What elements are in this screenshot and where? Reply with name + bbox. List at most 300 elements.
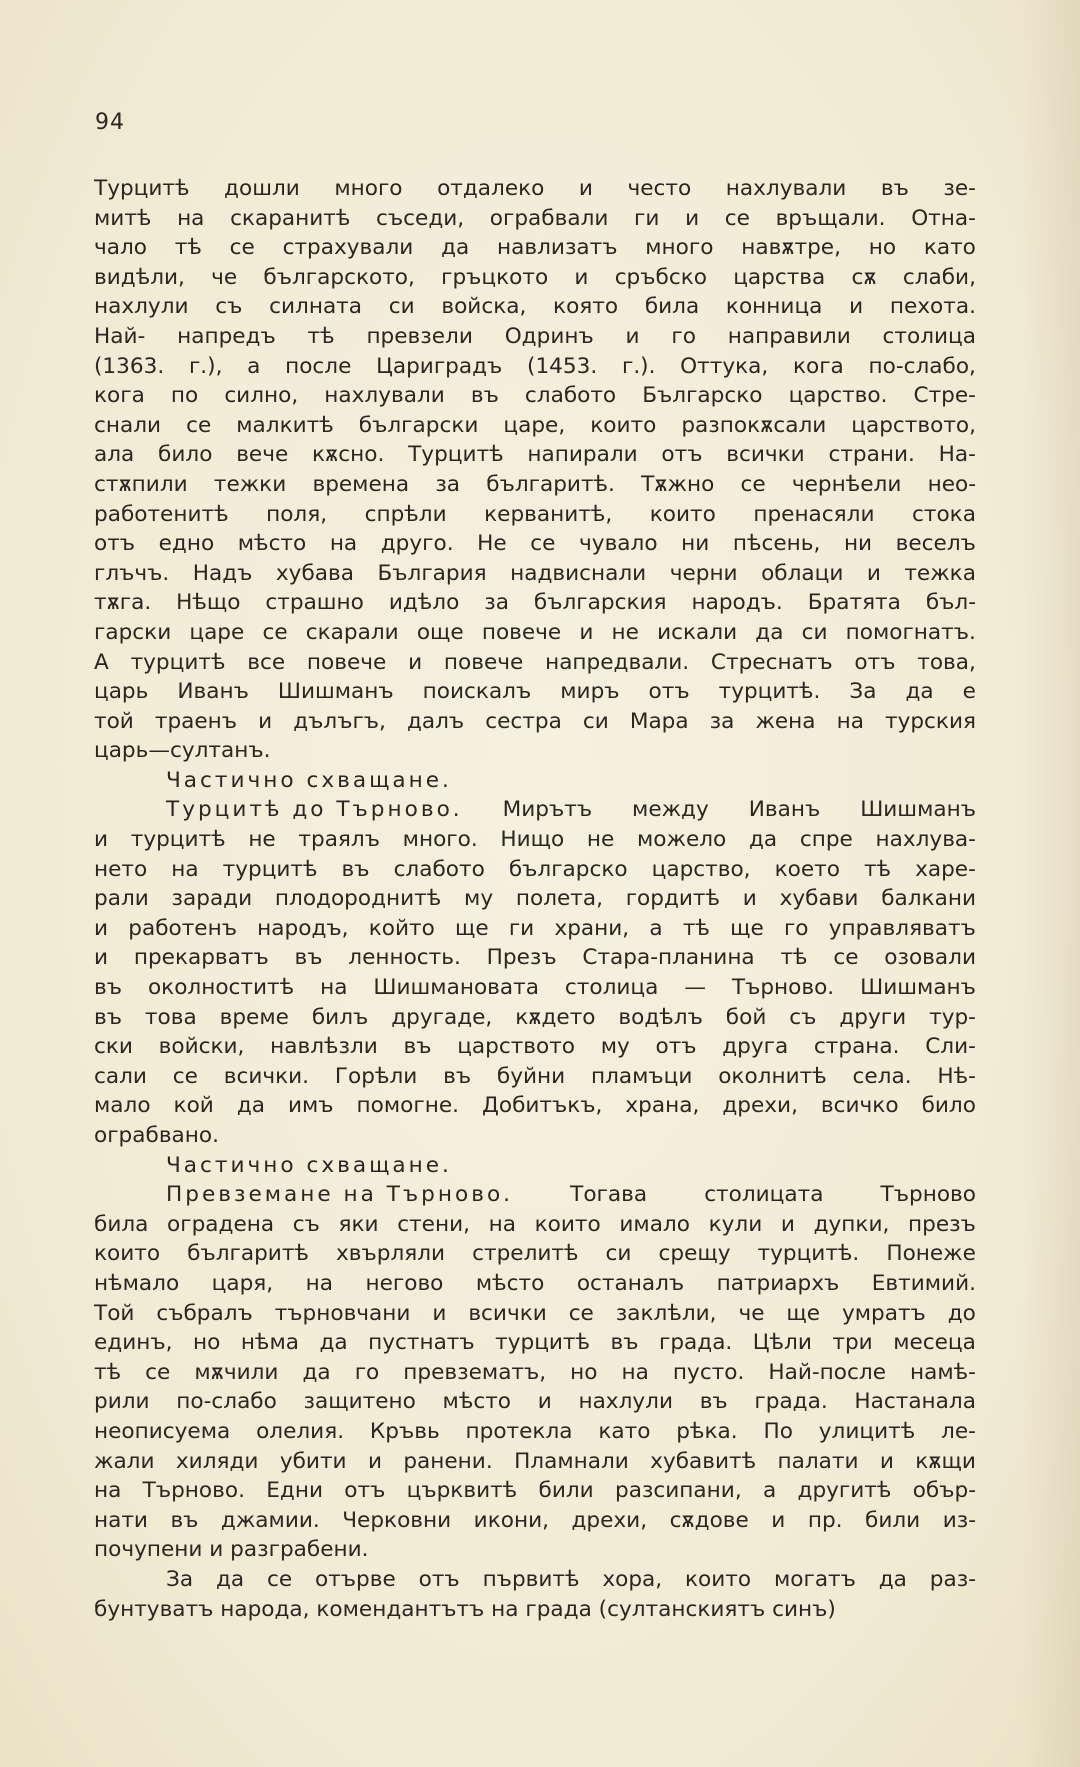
word: мѣсто: [475, 1270, 545, 1296]
body-text: [94, 174, 976, 1624]
text-line: [94, 1328, 976, 1358]
word: си: [388, 294, 415, 320]
word: пусто.: [672, 1359, 745, 1385]
word: срещу: [658, 1241, 731, 1267]
word: нето: [94, 856, 148, 882]
word: жали: [94, 1448, 155, 1474]
line-text: почупени и разграбени.: [94, 1537, 369, 1563]
word: нахлули: [94, 294, 189, 320]
word: дошли: [224, 176, 300, 201]
word: а: [762, 1478, 777, 1504]
word: на: [329, 531, 358, 557]
word: и: [408, 649, 423, 675]
text-line: [94, 677, 976, 707]
word: единъ,: [94, 1330, 173, 1356]
word: се: [262, 619, 288, 645]
word: сѫдове: [669, 1507, 749, 1533]
word: което: [774, 856, 840, 882]
text-line: [94, 855, 976, 885]
word: А: [94, 649, 109, 675]
word: много: [645, 235, 714, 261]
word: стѫпили: [94, 471, 188, 497]
word: въ: [470, 383, 499, 409]
text-line: [94, 1210, 976, 1240]
word: навѫтре,: [741, 235, 841, 261]
word: войска,: [441, 294, 527, 320]
word: дрехи,: [722, 1093, 798, 1119]
word: още: [416, 619, 464, 645]
text-line: [94, 1180, 976, 1210]
text-line: [94, 174, 976, 204]
word: царе,: [503, 412, 566, 438]
word: и: [432, 1300, 447, 1326]
word: стока: [912, 501, 976, 527]
text-line: [94, 588, 976, 618]
word: сали: [94, 1063, 147, 1089]
text-line: [94, 1506, 976, 1536]
word: икони,: [473, 1507, 549, 1533]
word: се: [530, 531, 556, 557]
word: царството,: [851, 412, 976, 438]
word: отъ: [854, 649, 896, 675]
text-line: [94, 322, 976, 352]
word: отъ: [418, 1566, 460, 1592]
word: за: [484, 590, 509, 616]
word: да: [755, 619, 784, 645]
text-line: [94, 914, 976, 944]
word: спре: [799, 827, 853, 853]
word: които: [94, 1241, 161, 1267]
word: малкитѣ: [236, 412, 334, 438]
word: Настанала: [854, 1389, 976, 1415]
word: бъл-: [925, 590, 976, 616]
word: царство,: [651, 856, 751, 882]
page-number: 94: [95, 110, 125, 135]
word: сръбско: [614, 264, 707, 290]
word: и: [574, 264, 589, 290]
word: хубава: [275, 560, 354, 586]
word: въ: [170, 1507, 199, 1533]
word: всички.: [223, 1063, 310, 1089]
word: го: [354, 1359, 380, 1385]
word: отъ: [94, 531, 136, 557]
word: турцитѣ: [495, 1330, 591, 1356]
text-line: [94, 1358, 976, 1388]
word: можело: [637, 827, 727, 853]
word: били: [865, 1507, 921, 1533]
word: и: [866, 560, 881, 586]
word: тур-: [929, 1004, 976, 1030]
word: яки: [338, 1211, 379, 1237]
word: напирали: [527, 442, 638, 468]
word: озовали: [884, 945, 976, 971]
word: видѣли,: [94, 264, 185, 290]
word: сестра: [485, 708, 562, 734]
word: не: [611, 619, 639, 645]
word: оградена: [167, 1211, 275, 1237]
word: глъчъ.: [94, 560, 170, 586]
word: кѫдето: [515, 1004, 596, 1030]
word: първитѣ: [482, 1566, 580, 1592]
word: силно,: [224, 383, 299, 409]
word: гордитѣ: [625, 886, 721, 912]
word: въ: [610, 1330, 639, 1356]
section-lead-title: Превземане на Търново.: [166, 1182, 514, 1208]
word: заклѣли,: [615, 1300, 717, 1326]
word: нѣма: [240, 1330, 299, 1356]
word: и: [780, 1211, 795, 1237]
word: не: [586, 827, 615, 853]
page-edge-shadow: [1020, 0, 1080, 1767]
word: която: [553, 294, 619, 320]
text-line: [94, 292, 976, 322]
word: и: [578, 176, 593, 201]
word: плодороднитѣ: [274, 886, 442, 912]
word: Черковни: [342, 1507, 452, 1533]
word: кѫщи: [915, 1448, 976, 1474]
word: Надъ: [192, 560, 253, 586]
word: му: [464, 886, 494, 912]
word: ни: [843, 531, 873, 557]
word: едно: [158, 531, 215, 557]
word: гръцкото: [441, 264, 549, 290]
word: да: [215, 1566, 245, 1592]
word: по-слабо,: [868, 353, 976, 379]
word: се: [740, 471, 766, 497]
line-text: ограбвано.: [94, 1123, 219, 1148]
word: тѣ: [307, 323, 335, 349]
word: се: [266, 1566, 293, 1592]
word: се: [172, 1063, 198, 1089]
word: напредвали.: [545, 649, 690, 675]
word: да: [302, 1359, 331, 1385]
text-line: [94, 1239, 976, 1269]
word: пехота.: [889, 294, 976, 320]
word: протекла: [465, 1418, 573, 1444]
word: и: [685, 205, 700, 231]
section-lead-title: Турцитѣ до Търново.: [166, 797, 463, 823]
word: рали: [94, 886, 149, 912]
word: Цѣли: [752, 1330, 812, 1356]
word: Презъ: [486, 945, 557, 971]
word: работенитѣ: [94, 501, 229, 527]
word: чало: [94, 235, 148, 261]
word: много.: [402, 827, 478, 853]
text-line: [94, 1447, 976, 1477]
word: имало: [619, 1211, 690, 1237]
word: кули: [708, 1211, 763, 1237]
word: навлѣзли: [270, 1034, 378, 1060]
word: било: [158, 442, 213, 468]
word: Пламнали: [514, 1448, 629, 1474]
word: турския: [884, 708, 976, 734]
section-subheading: Частично схващане.: [166, 767, 452, 793]
word: че: [211, 264, 238, 290]
word: стрелитѣ: [472, 1241, 579, 1267]
text-line: [94, 204, 976, 234]
text-line: [94, 973, 976, 1003]
text-line: [94, 411, 976, 441]
word: Тогава: [570, 1182, 648, 1208]
word: съ: [292, 1211, 320, 1237]
word: български: [358, 412, 479, 438]
word: останалъ: [576, 1270, 685, 1296]
word: тѫга.: [94, 590, 152, 616]
word: на: [94, 1478, 122, 1504]
word: митѣ: [94, 205, 152, 231]
word: народъ,: [257, 915, 349, 941]
word: облаци: [761, 560, 844, 586]
word: силната: [269, 294, 362, 320]
word: тежка: [904, 560, 976, 586]
word: харе-: [915, 856, 976, 882]
word: ленность.: [348, 945, 461, 971]
word: тѣ: [682, 915, 710, 941]
word: веселъ: [895, 531, 976, 557]
word: въ: [294, 945, 323, 971]
word: не: [248, 827, 276, 853]
word: управляватъ: [828, 915, 976, 941]
word: искали: [657, 619, 738, 645]
word: столица: [882, 323, 976, 349]
word: отъ: [661, 442, 703, 468]
word: Нищо: [500, 827, 565, 853]
word: Отна-: [911, 205, 976, 231]
word: г.).: [621, 353, 656, 379]
word: нѣмало: [94, 1270, 180, 1296]
word: ала: [94, 442, 135, 468]
word: това,: [917, 649, 976, 675]
word: —: [684, 975, 706, 1001]
word: поискалъ: [422, 679, 532, 705]
word: той: [94, 708, 134, 734]
word: жена: [755, 708, 816, 734]
text-line: [94, 825, 976, 855]
word: патриархъ: [716, 1270, 840, 1296]
word: Търново: [880, 1182, 976, 1208]
word: които: [649, 501, 716, 527]
word: умратъ: [841, 1300, 926, 1326]
word: ограбвали: [489, 205, 609, 231]
word: Най-после: [768, 1359, 886, 1385]
word: и: [94, 945, 109, 971]
word: скарали: [305, 619, 399, 645]
word: а: [649, 915, 663, 941]
word: и: [94, 915, 109, 941]
word: ле-: [941, 1418, 976, 1444]
word: Кръвь: [369, 1418, 440, 1444]
word: отдалеко: [437, 176, 545, 201]
word: да: [236, 1093, 265, 1119]
text-line: [94, 352, 976, 382]
word: това: [144, 1004, 197, 1030]
word: г.),: [188, 353, 223, 379]
word: въ: [94, 1004, 122, 1030]
word: По: [763, 1418, 793, 1444]
word: и: [625, 323, 640, 349]
text-line: [94, 618, 976, 648]
word: и: [94, 827, 109, 853]
word: и: [367, 1448, 382, 1474]
word: тѣ: [780, 945, 808, 971]
word: Шишмановата: [373, 975, 539, 1001]
word: Турцитѣ: [94, 176, 190, 201]
word: Стре-: [913, 383, 976, 409]
word: Нѣ-: [937, 1063, 976, 1089]
word: царь: [94, 679, 149, 705]
word: царства: [733, 264, 826, 290]
word: войски,: [158, 1034, 245, 1060]
word: България: [377, 560, 487, 586]
word: тѣ: [94, 1359, 122, 1385]
word: нахлували: [324, 383, 445, 409]
text-line: [94, 500, 976, 530]
word: турцитѣ: [130, 649, 226, 675]
word: нахлували: [725, 176, 847, 201]
text-line: [94, 707, 976, 737]
word: защитено: [303, 1389, 416, 1415]
text-line: [94, 1535, 976, 1565]
word: Добитъкъ,: [481, 1093, 603, 1119]
word: Братята: [807, 590, 901, 616]
word: ранени.: [403, 1448, 493, 1474]
word: царството: [457, 1034, 576, 1060]
word: между: [632, 797, 709, 823]
word: страна.: [813, 1034, 900, 1060]
word: народъ.: [691, 590, 783, 616]
word: вече: [236, 442, 289, 468]
word: на: [305, 1270, 333, 1296]
word: Сли-: [925, 1034, 976, 1060]
line-text: бунтуватъ народа, комендантътъ на града (султанскиятъ синъ): [94, 1596, 836, 1622]
text-line: [94, 263, 976, 293]
word: тежки: [213, 471, 287, 497]
word: помогне.: [356, 1093, 459, 1119]
word: спрѣли: [364, 501, 447, 527]
word: отъ: [344, 1478, 386, 1504]
word: страни.: [828, 442, 915, 468]
word: царя,: [211, 1270, 274, 1296]
word: зе-: [943, 176, 976, 201]
word: Търново.: [142, 1478, 245, 1504]
word: Не: [477, 531, 507, 557]
word: отърве: [315, 1566, 396, 1592]
word: чернѣели: [791, 471, 902, 497]
word: време: [219, 1004, 289, 1030]
word: и: [879, 1448, 894, 1474]
word: слаби,: [902, 264, 976, 290]
word: повече: [481, 619, 562, 645]
word: за: [435, 471, 461, 497]
word: храна,: [625, 1093, 700, 1119]
word: ще: [730, 915, 764, 941]
word: помогнатъ.: [845, 619, 976, 645]
word: църквитѣ: [406, 1478, 518, 1504]
word: Шишманъ: [277, 679, 394, 705]
word: билъ: [311, 1004, 369, 1030]
word: всички: [726, 442, 805, 468]
text-line: [94, 1476, 976, 1506]
word: на: [171, 856, 199, 882]
word: се: [145, 1359, 171, 1385]
word: ще: [455, 915, 489, 941]
word: отъ: [655, 1034, 697, 1060]
word: балкани: [881, 886, 976, 912]
word: много: [334, 176, 403, 201]
text-line: [94, 1565, 976, 1595]
word: улицитѣ: [818, 1418, 916, 1444]
word: столицата: [704, 1182, 824, 1208]
word: повече: [443, 649, 524, 675]
line-text: царь—султанъ.: [94, 738, 271, 764]
word: Нѣщо: [176, 590, 241, 616]
text-line: [94, 1121, 976, 1151]
word: мѫчили: [194, 1359, 279, 1385]
word: се: [568, 1300, 594, 1326]
word: си: [582, 708, 609, 734]
word: било: [921, 1093, 976, 1119]
word: другитѣ: [797, 1478, 892, 1504]
text-line: [94, 1299, 976, 1329]
word: мѣсто: [442, 1389, 511, 1415]
word: му: [600, 1034, 630, 1060]
word: заради: [171, 886, 253, 912]
word: прекарватъ: [133, 945, 269, 971]
word: другаде,: [391, 1004, 493, 1030]
word: три: [832, 1330, 873, 1356]
word: за: [709, 708, 735, 734]
word: Той: [94, 1300, 135, 1326]
text-line: [94, 795, 976, 825]
word: като: [598, 1418, 651, 1444]
word: да: [319, 1330, 348, 1356]
word: За: [166, 1566, 194, 1592]
word: ще: [786, 1300, 821, 1326]
word: да: [905, 679, 934, 705]
word: царе: [189, 619, 245, 645]
text-line: [94, 1032, 976, 1062]
word: Българско: [642, 383, 763, 409]
word: нахлули: [578, 1389, 673, 1415]
word: съседи,: [376, 205, 465, 231]
text-line: [94, 648, 976, 678]
word: турцитѣ: [130, 827, 226, 853]
word: Мирътъ: [502, 797, 593, 823]
word: Одринъ: [504, 323, 594, 349]
word: олелия.: [256, 1418, 345, 1444]
word: и: [258, 708, 273, 734]
word: страхували: [282, 235, 414, 261]
word: навлизатъ: [497, 235, 618, 261]
word: които: [685, 1566, 752, 1592]
word: пренасяли: [753, 501, 875, 527]
word: хубави: [779, 886, 859, 912]
word: кой: [173, 1093, 214, 1119]
word: го: [783, 915, 809, 941]
word: Шишманъ: [860, 975, 976, 1001]
word: хора,: [602, 1566, 663, 1592]
word: негово: [365, 1270, 444, 1296]
word: водѣлъ: [618, 1004, 703, 1030]
word: из-: [942, 1507, 976, 1533]
word: керванитѣ,: [484, 501, 613, 527]
word: Цариградъ: [376, 353, 503, 379]
word: който: [368, 915, 435, 941]
word: разсипани,: [614, 1478, 742, 1504]
section-subheading: Частично схващане.: [166, 1152, 452, 1178]
word: въ: [403, 1034, 432, 1060]
word: които: [534, 1211, 601, 1237]
